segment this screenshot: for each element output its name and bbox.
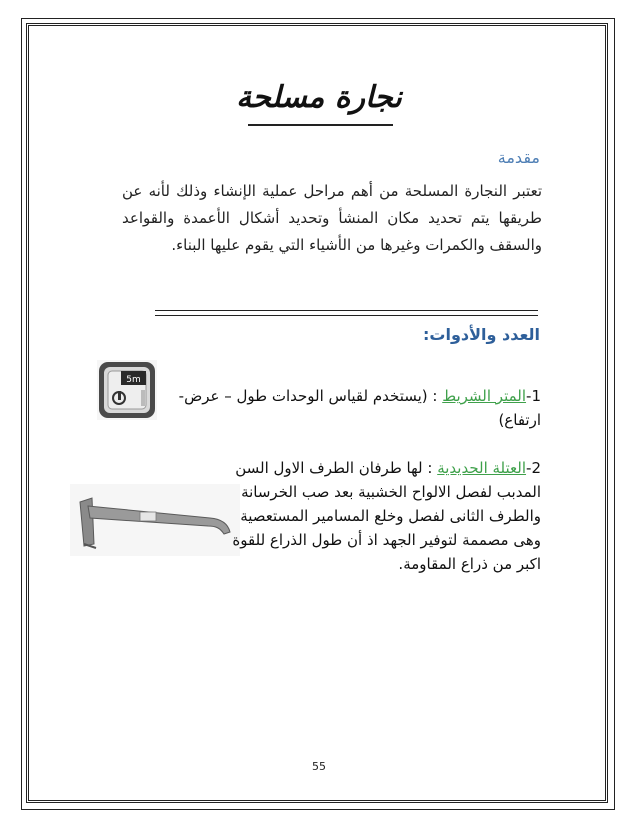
page-title: نجارة مسلحة (236, 80, 402, 115)
tape-measure-label: 5m (126, 375, 141, 385)
tape-measure-photo (97, 360, 157, 420)
item-number: 1- (526, 387, 541, 405)
page-number: 55 (312, 760, 326, 773)
tool-term: العتلة الحديدية (437, 459, 527, 477)
tool-description: : (يستخدم لقياس الوحدات طول – عرض-ارتفاع) (178, 387, 541, 429)
tool-item-tape-measure (171, 384, 541, 432)
tool-term: المتر الشريط (442, 387, 527, 405)
title-underline (248, 124, 393, 126)
intro-heading: مقدمة (497, 148, 540, 167)
item-number: 2- (526, 459, 541, 477)
tools-heading: العدد والأدوات: (422, 325, 540, 344)
tool-description: : لها طرفان الطرف الاول السن المدبب لفصل الالواح الخشبية بعد صب الخرسانة والطرف الثانى لفصل وخلع المسامير المستعصية وهى مصممة لتوفير الجهد اذ أن طول الذراع للقوة اكبر من ذراع المقاومة. (232, 459, 541, 573)
section-divider (155, 315, 538, 316)
section-divider (155, 310, 538, 311)
intro-paragraph: تعتبر النجارة المسلحة من أهم مراحل عملية الإنشاء وذلك لأنه عن طريقها يتم تحديد مكان المنشأ وتحديد أشكال الأعمدة والقواعد والسقف والكمرات وغيرها من الأشياء التي يقوم عليها البناء. (122, 182, 542, 254)
tape-measure-icon (97, 360, 157, 420)
tool-item-crowbar (211, 456, 541, 576)
